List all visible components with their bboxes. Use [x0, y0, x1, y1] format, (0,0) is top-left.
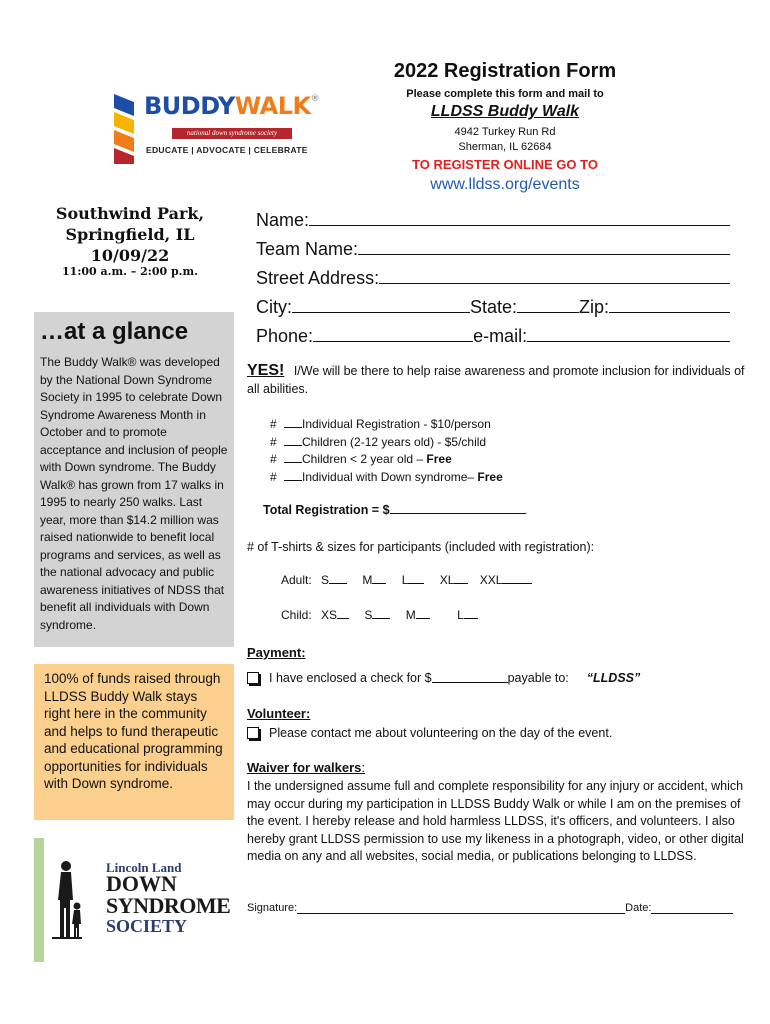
total-label: Total Registration = $ [263, 503, 390, 517]
size-label: S [364, 608, 373, 622]
size-count-field[interactable] [454, 574, 468, 584]
parent-child-silhouette-icon [52, 860, 82, 940]
form-title: 2022 Registration Form [393, 60, 617, 82]
zip-field[interactable] [609, 295, 730, 313]
payment-text: I have enclosed a check for $ [269, 671, 432, 685]
size-label: XXL [479, 573, 503, 587]
yes-text: I/We will be there to help raise awareness and promote inclusion for individuals of all abilities. [247, 364, 745, 396]
size-item [406, 608, 430, 622]
signature-label: Signature: [247, 902, 298, 914]
registration-hash: # [270, 434, 277, 449]
name-label: Name: [256, 210, 310, 230]
signature-field[interactable] [297, 904, 625, 914]
volunteer-text: Please contact me about volunteering on the day of the event. [269, 726, 613, 740]
registration-count-field[interactable] [284, 453, 302, 463]
payment-heading [247, 645, 306, 660]
team-name-label: Team Name: [256, 239, 359, 259]
child-label: Child: [281, 608, 312, 622]
payment-row [247, 671, 640, 685]
funds-note: 100% of funds raised through LLDSS Buddy Walk stays right here in the community and helps to fund therapeutic and educational programming opportunities for individuals with Down syndrome. [34, 664, 234, 820]
register-url-link[interactable]: www.lldss.org/events [430, 176, 580, 193]
size-count-field[interactable] [464, 609, 478, 619]
total-registration [263, 503, 526, 517]
at-a-glance-body: The Buddy Walk® was developed by the National Down Syndrome Society in 1995 to celebrate Down Syndrome Awareness Month in October and to promote acceptance and inclusion of people with Down syndrome. The Buddy Walk® has grown from 17 walks in 1995 to nearly 250 walks. Last year, more than $14.2 million was raised nationwide to benefit local programs and services, as well as the national advocacy and public awareness initiatives of NDSS that benefit all individuals with Down syndrome. [40, 355, 228, 632]
address-line-1: 4942 Turkey Run Rd [454, 126, 556, 138]
registration-hash: # [270, 417, 277, 431]
registration-item-text: Children (2-12 years old) - $5/child [302, 434, 487, 449]
phone-label: Phone: [256, 326, 314, 346]
city-field[interactable] [292, 295, 470, 313]
payment-heading-colon: : [301, 645, 306, 660]
phone-field[interactable] [313, 324, 473, 342]
registration-list [270, 416, 503, 486]
size-label: XL [439, 573, 455, 587]
size-count-field[interactable] [337, 609, 349, 619]
size-count-field[interactable] [502, 574, 532, 584]
payable-to-label: payable to: [507, 671, 569, 685]
registration-hash: # [270, 469, 277, 484]
size-label: M [362, 573, 373, 587]
buddy-walk-stripes-icon [112, 94, 138, 164]
size-item [457, 608, 478, 622]
team-name-field[interactable] [358, 237, 730, 255]
size-item [364, 608, 390, 622]
waiver-text: I the undersigned assume full and complete responsibility for any injury or accident, which may occur during my participation in LLDSS Buddy Walk or while I am on the premises of the event. I hereby release and hold harmless LLDSS, it's officers, and volunteers. I also hereby grant LLDSS permission to use my likeness in a photograph, video, or other digital media on any and all websites, social media, or publications belonging to LLDSS. [247, 779, 744, 864]
registration-item-text: Individual with Down syndrome– [302, 469, 478, 484]
size-label: L [457, 608, 464, 622]
state-label: State: [470, 297, 518, 317]
yes-word: YES! [247, 362, 285, 379]
address-line-2: Sherman, IL 62684 [458, 141, 552, 153]
phone-row [256, 318, 730, 347]
size-count-field[interactable] [372, 609, 390, 619]
waiver-heading-text: Waiver for walkers [247, 760, 362, 775]
date-label: Date: [625, 902, 652, 914]
city-row [256, 289, 730, 318]
volunteer-heading [247, 706, 310, 721]
registration-item-text: Individual Registration - $10/person [302, 417, 491, 431]
logo-slogan: EDUCATE | ADVOCATE | CELEBRATE [146, 145, 308, 155]
tshirt-heading: # of T-shirts & sizes for participants (included with registration): [247, 540, 595, 554]
city-label: City: [256, 297, 292, 317]
date-field[interactable] [651, 904, 733, 914]
street-field[interactable] [379, 266, 730, 284]
size-count-field[interactable] [329, 574, 347, 584]
payee-name: “LLDSS” [586, 671, 641, 685]
size-item [321, 608, 349, 622]
size-item [362, 573, 386, 587]
registration-count-field[interactable] [284, 471, 302, 481]
registration-item-text: Children < 2 year old – [302, 452, 427, 466]
registration-item [270, 434, 503, 452]
volunteer-checkbox[interactable] [247, 727, 259, 739]
email-label: e-mail: [473, 326, 528, 346]
registration-hash: # [270, 452, 277, 466]
child-sizes-row [281, 608, 490, 622]
free-label: Free [426, 452, 452, 466]
adult-label: Adult: [281, 573, 312, 587]
event-location-line-1: Southwind Park, [55, 204, 205, 223]
org-name: LLDSS Buddy Walk [430, 103, 580, 120]
size-count-field[interactable] [372, 574, 386, 584]
size-item [480, 573, 533, 587]
payment-heading-text: Payment [247, 645, 302, 660]
logo-tagline-bar: national down syndrome society [172, 128, 292, 139]
event-date: 10/09/22 [90, 246, 170, 265]
name-row [256, 202, 730, 231]
state-field[interactable] [517, 295, 579, 313]
volunteer-heading-text: Volunteer [247, 706, 306, 721]
waiver-heading-colon: : [361, 760, 366, 775]
online-register-note: TO REGISTER ONLINE GO TO [412, 157, 598, 172]
lldss-logo-line-4: SOCIETY [106, 916, 188, 936]
registration-item [270, 416, 503, 434]
size-item [321, 573, 347, 587]
street-label: Street Address: [256, 268, 380, 288]
registration-item [270, 469, 503, 487]
event-time: 11:00 a.m. – 2:00 p.m. [62, 265, 198, 278]
volunteer-row [247, 726, 612, 740]
total-amount-field[interactable] [390, 504, 526, 514]
event-location-line-2: Springfield, IL [65, 225, 195, 244]
size-label: XS [321, 608, 338, 622]
at-a-glance-panel [34, 312, 234, 647]
buddy-walk-wordmark: BUDDYWALK® [144, 92, 320, 120]
size-count-field[interactable] [408, 574, 424, 584]
signature-row [247, 902, 733, 914]
lldss-logo-line-2: DOWN [106, 871, 177, 896]
lldss-logo-line-3: SYNDROME [106, 893, 231, 918]
size-label: S [321, 573, 330, 587]
check-amount-field[interactable] [432, 673, 508, 683]
street-row [256, 260, 730, 289]
email-field[interactable] [527, 324, 730, 342]
registration-item [270, 451, 503, 469]
name-field[interactable] [309, 208, 730, 226]
size-item [402, 573, 425, 587]
lldss-logo-panel [34, 838, 234, 962]
size-label: L [401, 573, 409, 587]
adult-sizes-row [281, 573, 544, 587]
team-row [256, 231, 730, 260]
size-label: M [405, 608, 416, 622]
waiver-heading [247, 760, 365, 775]
size-count-field[interactable] [416, 609, 430, 619]
registration-count-field[interactable] [284, 436, 302, 446]
at-a-glance-title: …at a glance [40, 318, 189, 345]
yes-statement [247, 362, 747, 398]
volunteer-heading-colon: : [306, 706, 311, 721]
lldss-logo-line-1: Lincoln Land [106, 860, 182, 875]
payment-checkbox[interactable] [247, 672, 259, 684]
buddy-walk-logo [112, 92, 320, 164]
mail-instruction: Please complete this form and mail to [406, 88, 604, 100]
contact-fields [256, 202, 730, 347]
free-label: Free [477, 469, 503, 484]
size-item [440, 573, 469, 587]
event-location [30, 203, 230, 266]
registration-count-field[interactable] [284, 418, 302, 428]
zip-label: Zip: [579, 297, 610, 317]
